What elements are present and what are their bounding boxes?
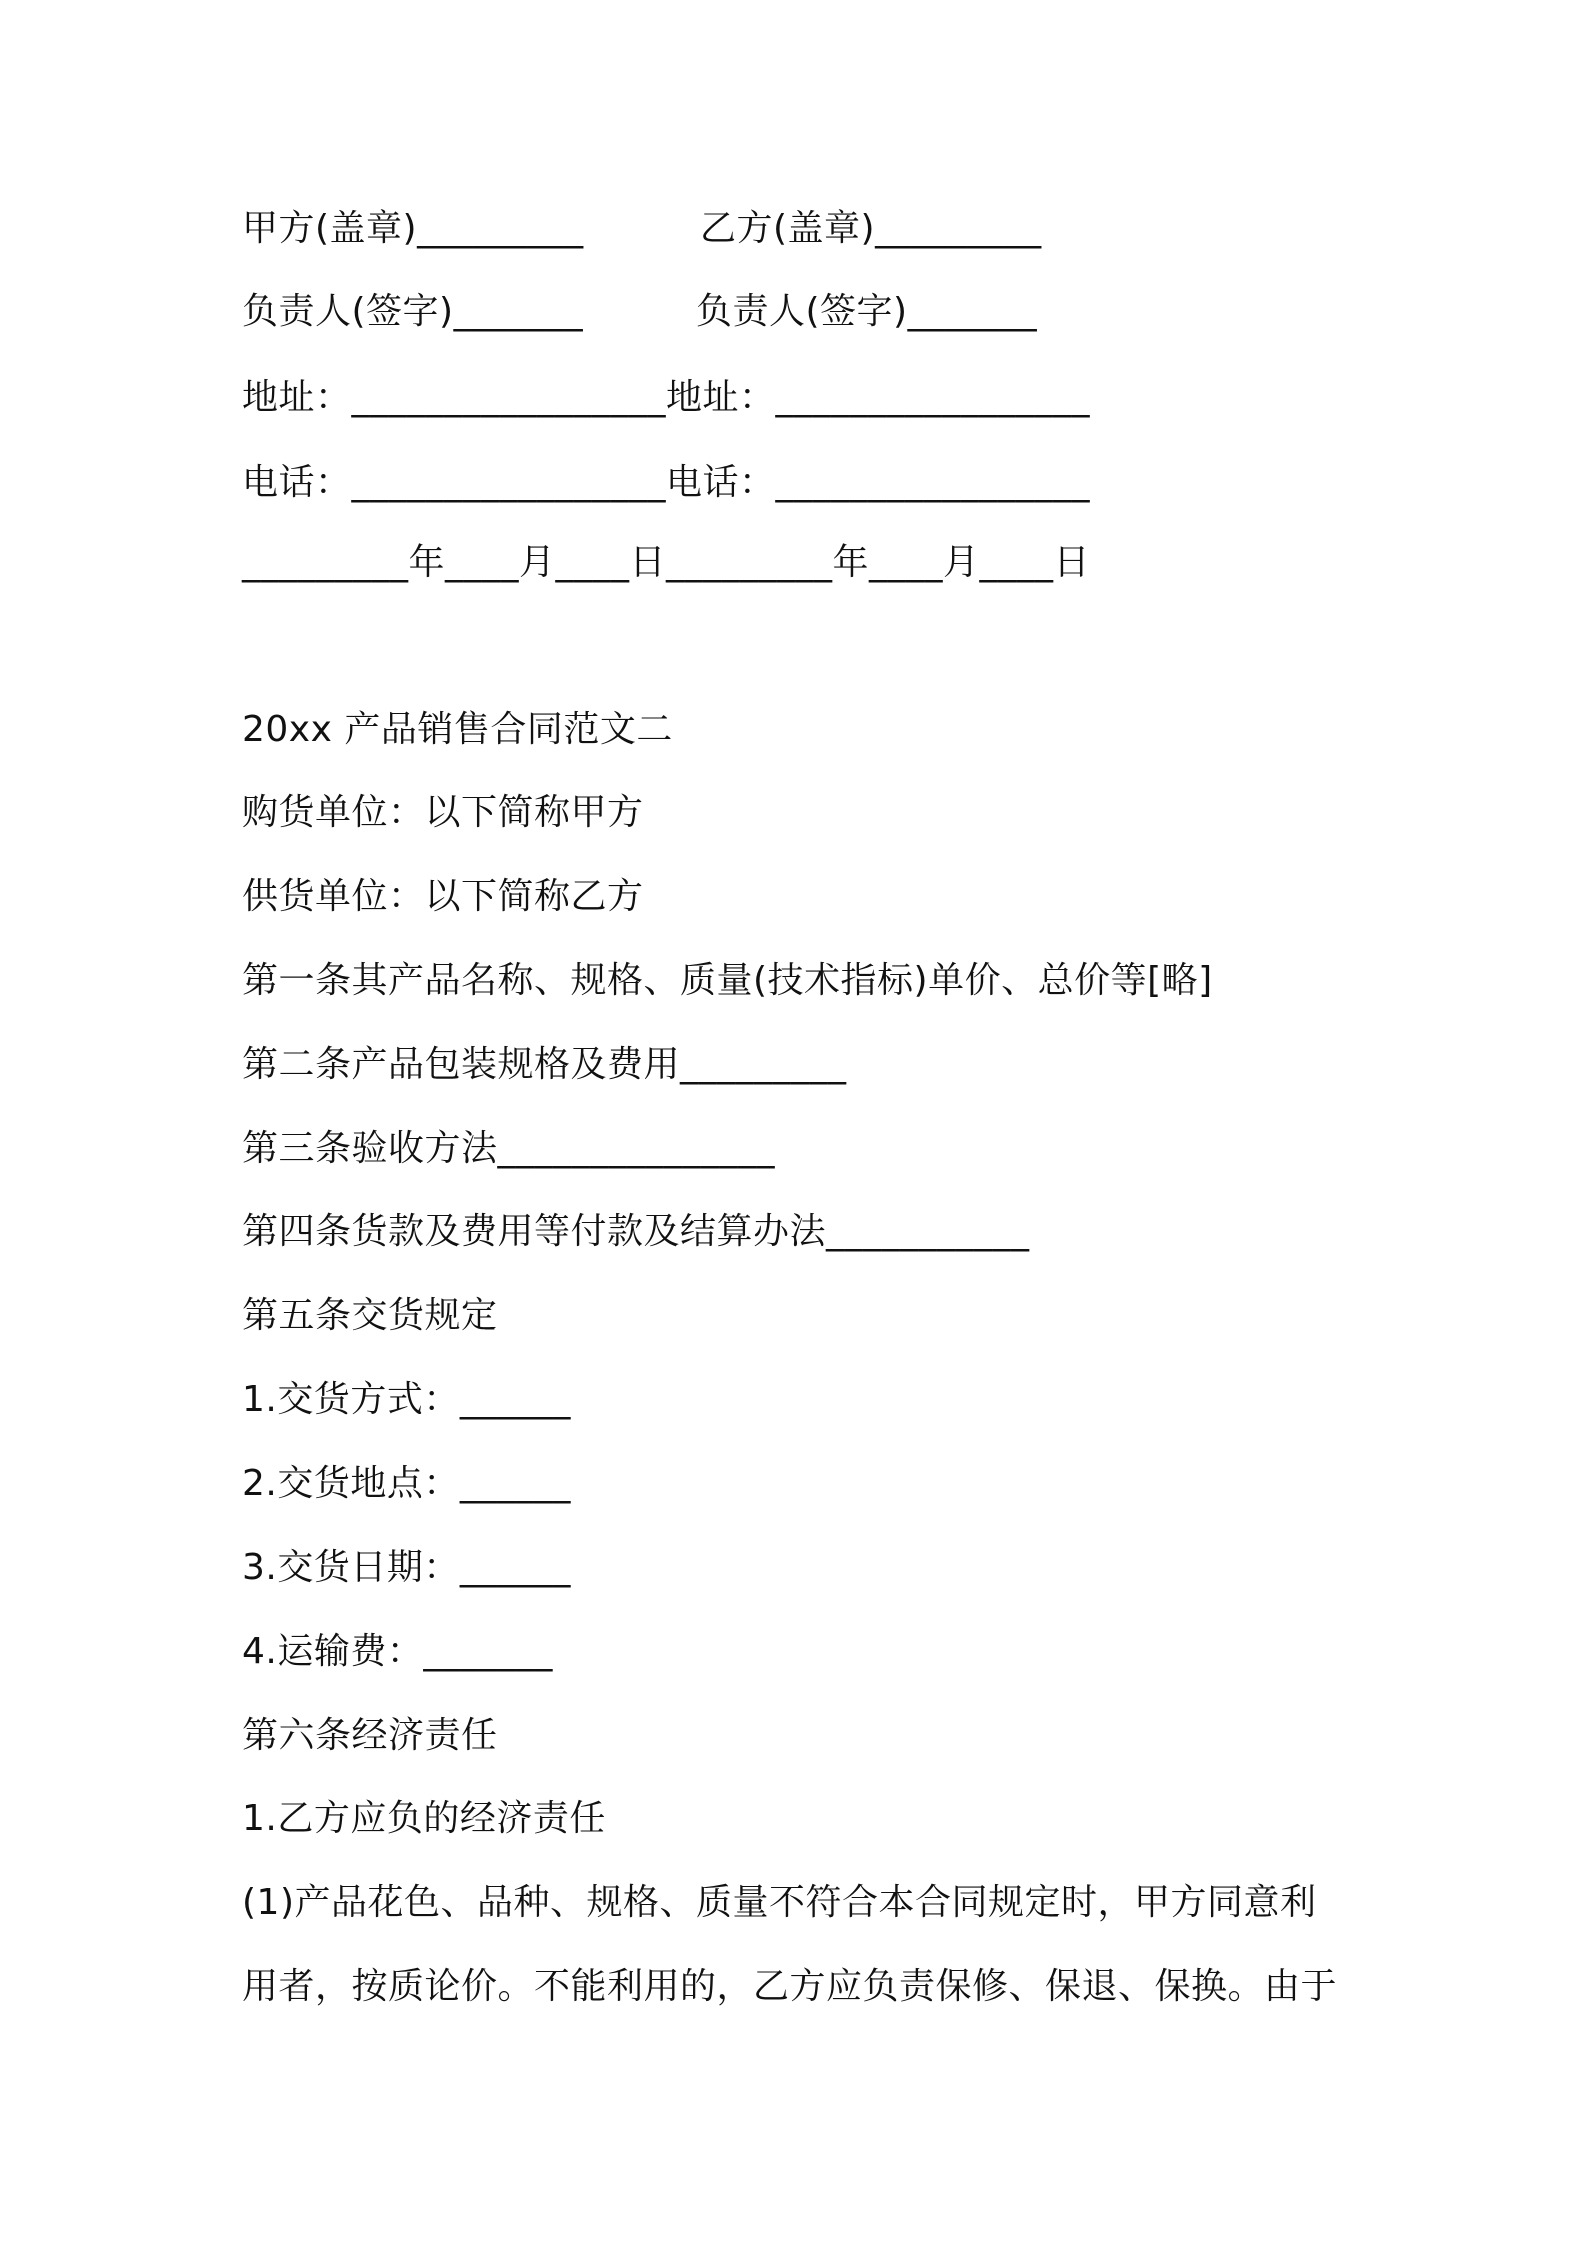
- address-row: 地址：_________________地址：_________________: [242, 377, 1091, 418]
- article-1: 第一条其产品名称、规格、质量(技术指标)单价、总价等[略]: [242, 960, 1213, 1001]
- supplier-line: 供货单位：以下简称乙方: [242, 876, 644, 917]
- article-5: 第五条交货规定: [242, 1295, 498, 1336]
- article-4: 第四条货款及费用等付款及结算办法___________: [242, 1211, 1030, 1252]
- delivery-place: 2.交货地点：______: [242, 1463, 571, 1504]
- article-6: 第六条经济责任: [242, 1715, 498, 1756]
- party-a-signer: 负责人(签字)_______: [242, 291, 584, 332]
- party-b-seal: 乙方(盖章)_________: [700, 208, 1042, 249]
- clause-1-line-1: (1)产品花色、品种、规格、质量不符合本合同规定时，甲方同意利: [242, 1882, 1317, 1923]
- article-3: 第三条验收方法_______________: [242, 1128, 776, 1169]
- date-row: _________年____月____日_________年____月____日: [242, 542, 1090, 583]
- delivery-method: 1.交货方式：______: [242, 1379, 571, 1420]
- delivery-date: 3.交货日期：______: [242, 1547, 571, 1588]
- phone-row: 电话：_________________电话：_________________: [242, 462, 1091, 503]
- freight: 4.运输费：_______: [242, 1631, 553, 1672]
- party-a-seal: 甲方(盖章)_________: [242, 208, 584, 249]
- party-b-signer: 负责人(签字)_______: [696, 291, 1038, 332]
- contract-title: 20xx 产品销售合同范文二: [242, 709, 673, 750]
- liability-b: 1.乙方应负的经济责任: [242, 1798, 606, 1839]
- article-2: 第二条产品包装规格及费用_________: [242, 1044, 847, 1085]
- clause-1-line-2: 用者，按质论价。不能利用的，乙方应负责保修、保退、保换。由于: [242, 1966, 1338, 2007]
- buyer-line: 购货单位：以下简称甲方: [242, 792, 644, 833]
